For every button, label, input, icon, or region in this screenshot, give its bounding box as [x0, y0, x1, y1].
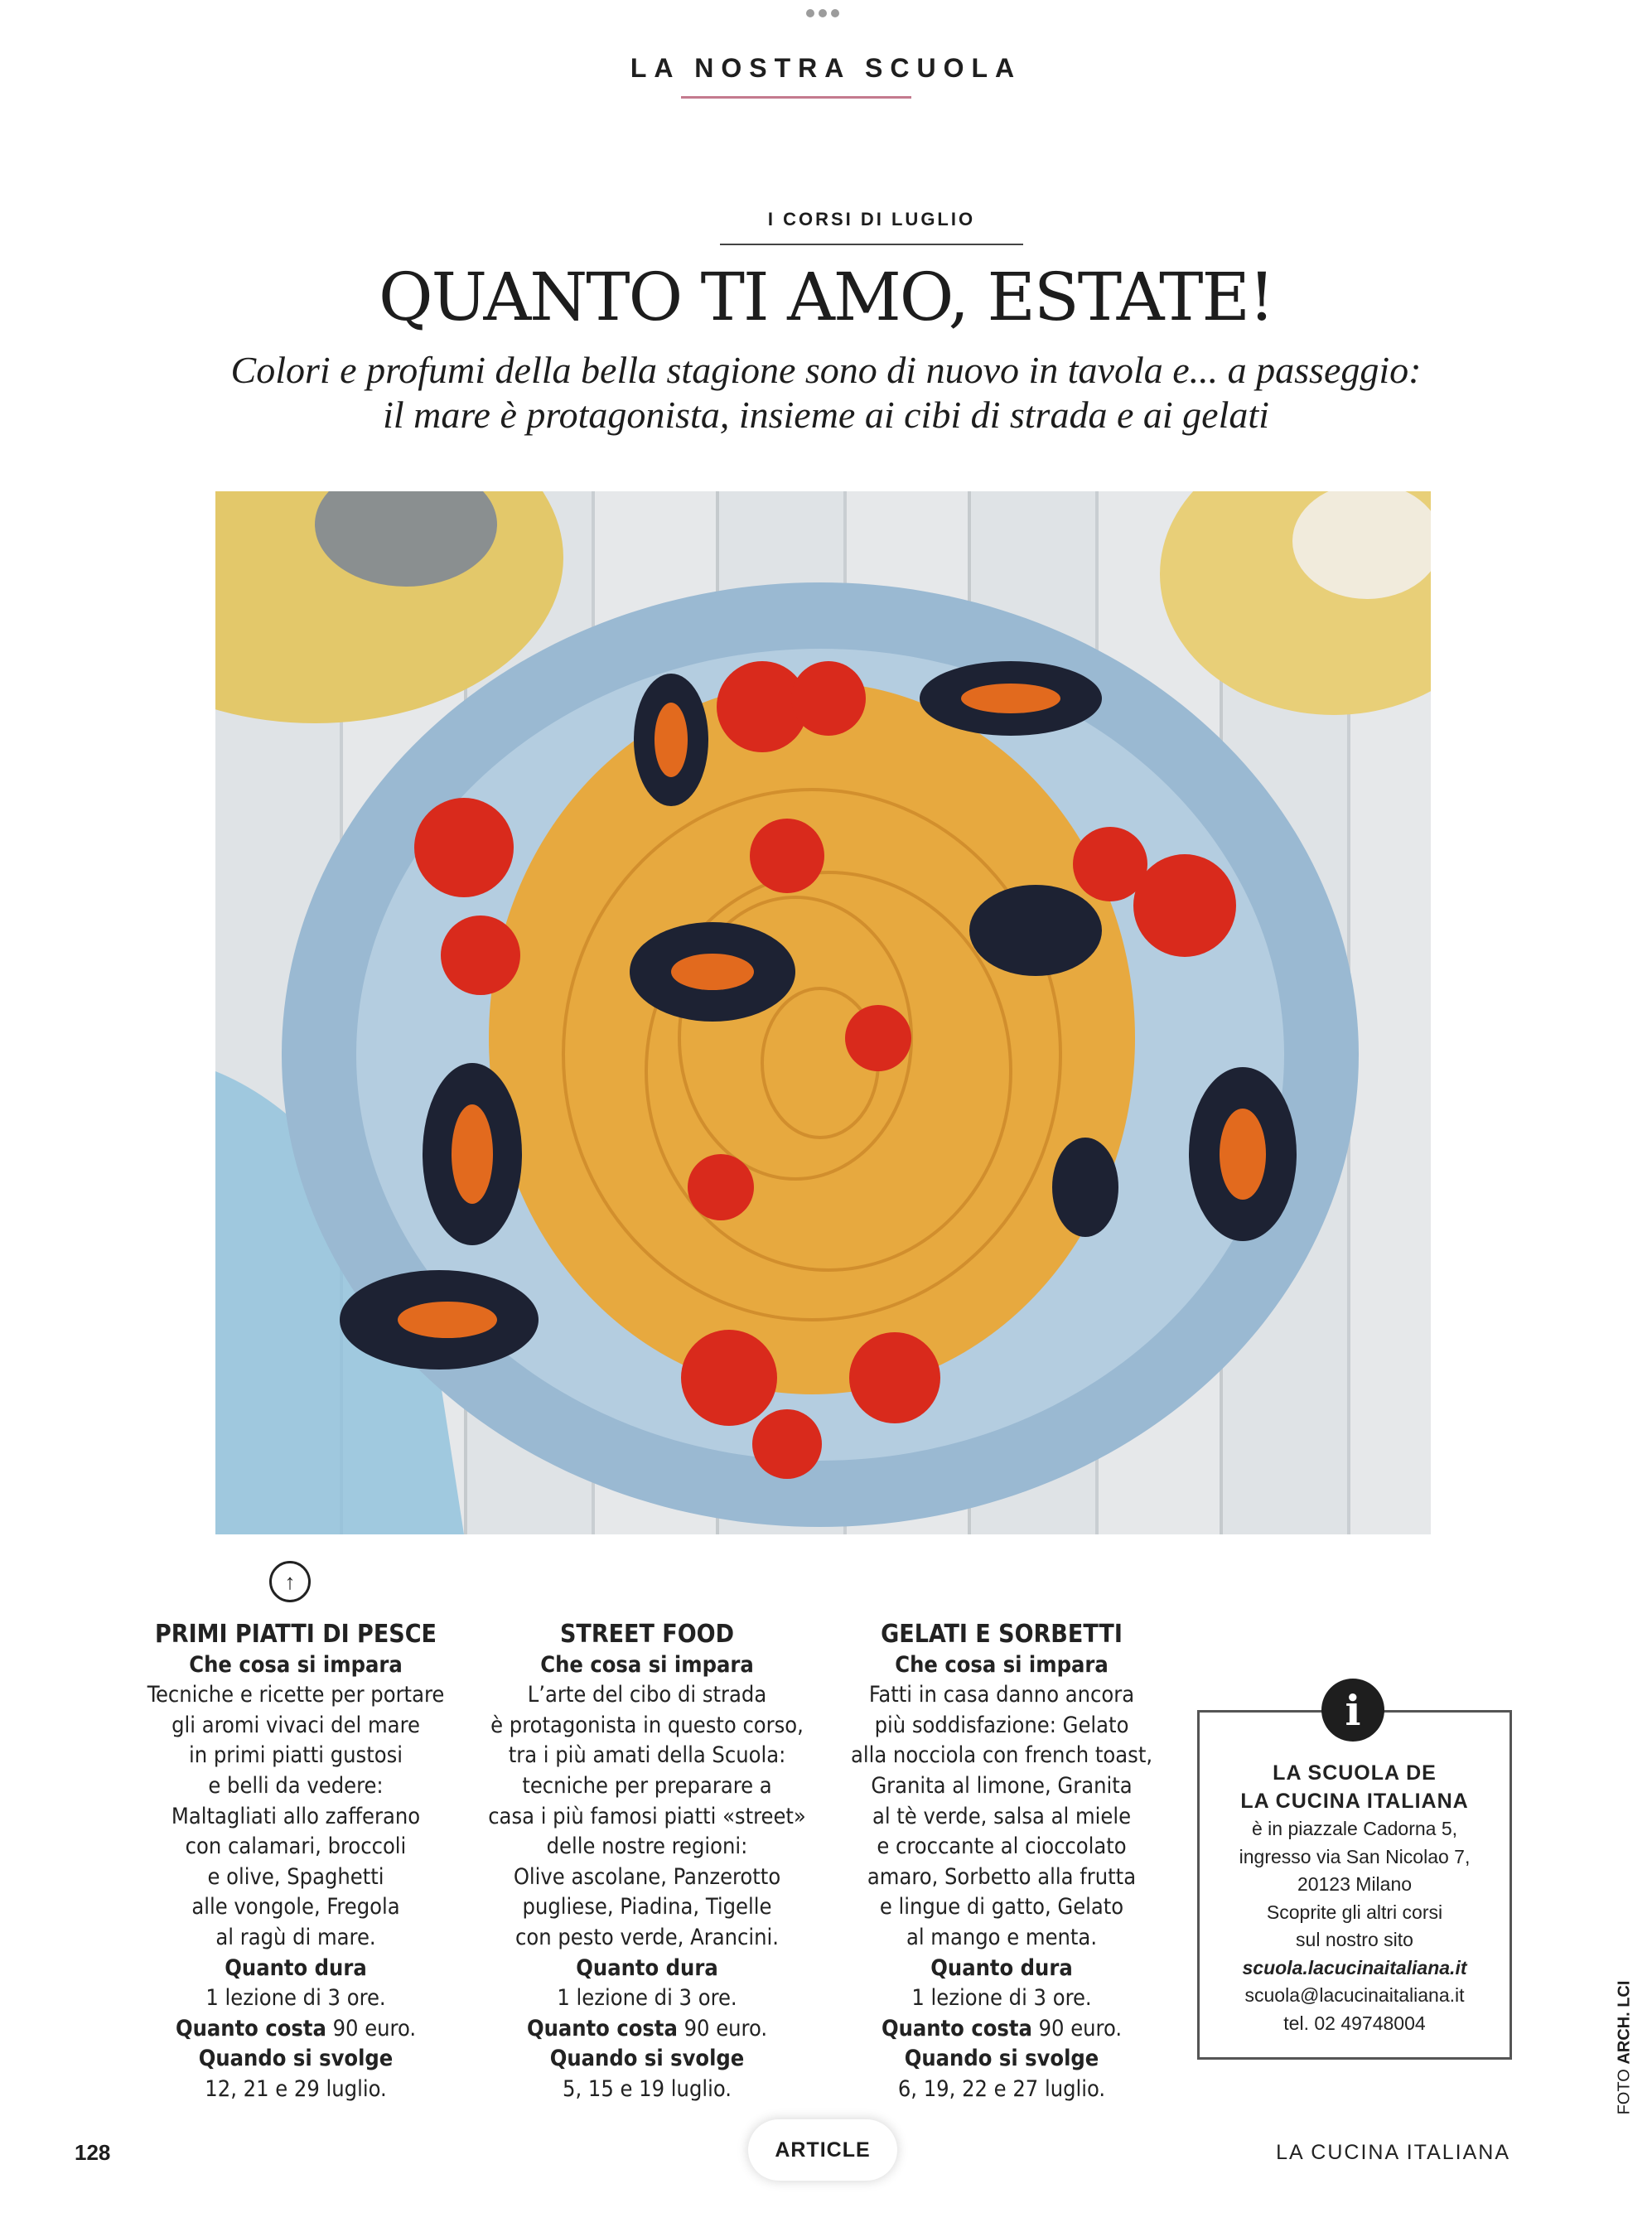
course-description-line: è protagonista in questo corso,: [490, 1712, 804, 1738]
arrow-up-icon: ↑: [284, 1568, 296, 1594]
subtitle-line: Colori e profumi della bella stagione sono di nuovo in tavola e... a passeggio:: [230, 349, 1422, 391]
learn-label: Che cosa si impara: [189, 1651, 403, 1678]
course-description-line: al mango e menta.: [906, 1924, 1098, 1950]
dates-label: Quando si svolge: [198, 2046, 394, 2072]
page-title: QUANTO TI AMO, ESTATE!: [378, 258, 1274, 336]
email-link[interactable]: scuola@lacucinaitaliana.it: [1244, 1984, 1465, 2006]
duration-value: 1 lezione di 3 ore.: [205, 1985, 386, 2012]
duration-label: Quanto dura: [576, 1954, 718, 1981]
info-icon: i: [1321, 1679, 1384, 1742]
course-title: STREET FOOD: [559, 1620, 735, 1649]
course-description-line: Tecniche e ricette per portare: [147, 1682, 445, 1708]
subtitle-line: il mare è protagonista, insieme ai cibi di strada e ai gelati: [383, 394, 1269, 436]
course-description-line: tecniche per preparare a: [522, 1772, 772, 1799]
dates-label: Quando si svolge: [904, 2046, 1099, 2072]
course-description-line: e croccante al cioccolato: [877, 1833, 1127, 1860]
course-description-line: e belli da vedere:: [208, 1772, 384, 1799]
course-description-line: Maltagliati allo zafferano: [171, 1803, 421, 1829]
credit-prefix: FOTO: [1615, 2069, 1634, 2115]
duration-label: Quanto dura: [225, 1954, 367, 1981]
photo-credit: [1615, 1981, 1634, 2115]
course-description-line: L’arte del cibo di strada: [527, 1682, 767, 1708]
info-title: LA CUCINA ITALIANA: [1240, 1789, 1469, 1813]
duration-value: 1 lezione di 3 ore.: [557, 1985, 737, 2012]
course-description-line: al tè verde, salsa al miele: [872, 1803, 1132, 1829]
course-description-line: e lingue di gatto, Gelato: [879, 1894, 1124, 1920]
spaghetti-mussels-photo: [215, 491, 1431, 1534]
cost-label: Quanto costa: [526, 2015, 678, 2041]
info-line: ingresso via San Nicolao 7,: [1239, 1845, 1471, 1867]
dates-value: 12, 21 e 29 luglio.: [205, 2075, 387, 2102]
course-description-line: con pesto verde, Arancini.: [515, 1924, 779, 1950]
course-description-line: alle vongole, Fregola: [191, 1894, 400, 1920]
course-description-line: Granita al limone, Granita: [871, 1772, 1133, 1799]
page-number: 128: [75, 2140, 111, 2165]
info-line: Scoprite gli altri corsi: [1266, 1901, 1443, 1923]
course-description-line: e olive, Spaghetti: [207, 1863, 384, 1890]
kicker-divider: [720, 244, 1023, 245]
section-title: LA NOSTRA SCUOLA: [630, 53, 1022, 83]
course-description-line: pugliese, Piadina, Tigelle: [522, 1894, 772, 1920]
cost-row: [122, 2014, 470, 2045]
course-description-line: Fatti in casa danno ancora: [868, 1682, 1135, 1708]
course-description-line: delle nostre regioni:: [546, 1833, 748, 1860]
course-description-line: gli aromi vivaci del mare: [171, 1712, 420, 1738]
learn-label: Che cosa si impara: [540, 1651, 754, 1678]
info-line: sul nostro sito: [1296, 1929, 1413, 1950]
credit-name: ARCH. LCI: [1615, 1980, 1634, 2065]
kicker: I CORSI DI LUGLIO: [767, 209, 976, 229]
duration-value: 1 lezione di 3 ore.: [911, 1985, 1092, 2012]
cost-row: [473, 2014, 821, 2045]
info-line: è in piazzale Cadorna 5,: [1251, 1818, 1458, 1839]
dates-value: 5, 15 e 19 luglio.: [563, 2075, 732, 2102]
article-button[interactable]: ARTICLE: [748, 2119, 897, 2181]
course-description-line: in primi piatti gustosi: [189, 1742, 403, 1769]
dates-value: 6, 19, 22 e 27 luglio.: [897, 2075, 1106, 2102]
course-description-line: tra i più amati della Scuola:: [508, 1742, 786, 1769]
info-line: 20123 Milano: [1297, 1873, 1413, 1895]
cost-value: 90 euro.: [332, 2015, 417, 2041]
magazine-name: LA CUCINA ITALIANA: [1276, 2141, 1510, 2164]
course-description-line: con calamari, broccoli: [185, 1833, 407, 1860]
info-title: LA SCUOLA DE: [1273, 1761, 1437, 1785]
section-underline: [681, 96, 911, 99]
duration-label: Quanto dura: [930, 1954, 1073, 1981]
phone: tel. 02 49748004: [1283, 2012, 1426, 2034]
learn-label: Che cosa si impara: [895, 1651, 1109, 1678]
course-column-gelati: [828, 1620, 1176, 2105]
cost-value: 90 euro.: [1038, 2015, 1123, 2041]
course-description-line: casa i più famosi piatti «street»: [488, 1803, 806, 1829]
course-column-primi-piatti: [122, 1620, 470, 2105]
subtitle: [0, 348, 1652, 437]
course-column-street-food: [473, 1620, 821, 2105]
info-text: [1197, 1760, 1512, 2037]
photo-illustration: [215, 491, 1431, 1534]
course-description-line: al ragù di mare.: [215, 1924, 376, 1950]
course-description-line: alla nocciola con french toast,: [850, 1742, 1153, 1769]
cost-value: 90 euro.: [684, 2015, 768, 2041]
dates-label: Quando si svolge: [549, 2046, 745, 2072]
website-link[interactable]: scuola.lacucinaitaliana.it: [1242, 1956, 1467, 1978]
scroll-up-button[interactable]: [269, 1561, 311, 1602]
course-description-line: Olive ascolane, Panzerotto: [513, 1863, 781, 1890]
cost-label: Quanto costa: [881, 2015, 1032, 2041]
course-description-line: più soddisfazione: Gelato: [874, 1712, 1129, 1738]
more-options-icon[interactable]: [806, 9, 839, 17]
course-title: PRIMI PIATTI DI PESCE: [155, 1620, 437, 1649]
course-title: GELATI E SORBETTI: [881, 1620, 1123, 1649]
cost-row: [828, 2014, 1176, 2045]
cost-label: Quanto costa: [175, 2015, 326, 2041]
course-description-line: amaro, Sorbetto alla frutta: [867, 1863, 1137, 1890]
